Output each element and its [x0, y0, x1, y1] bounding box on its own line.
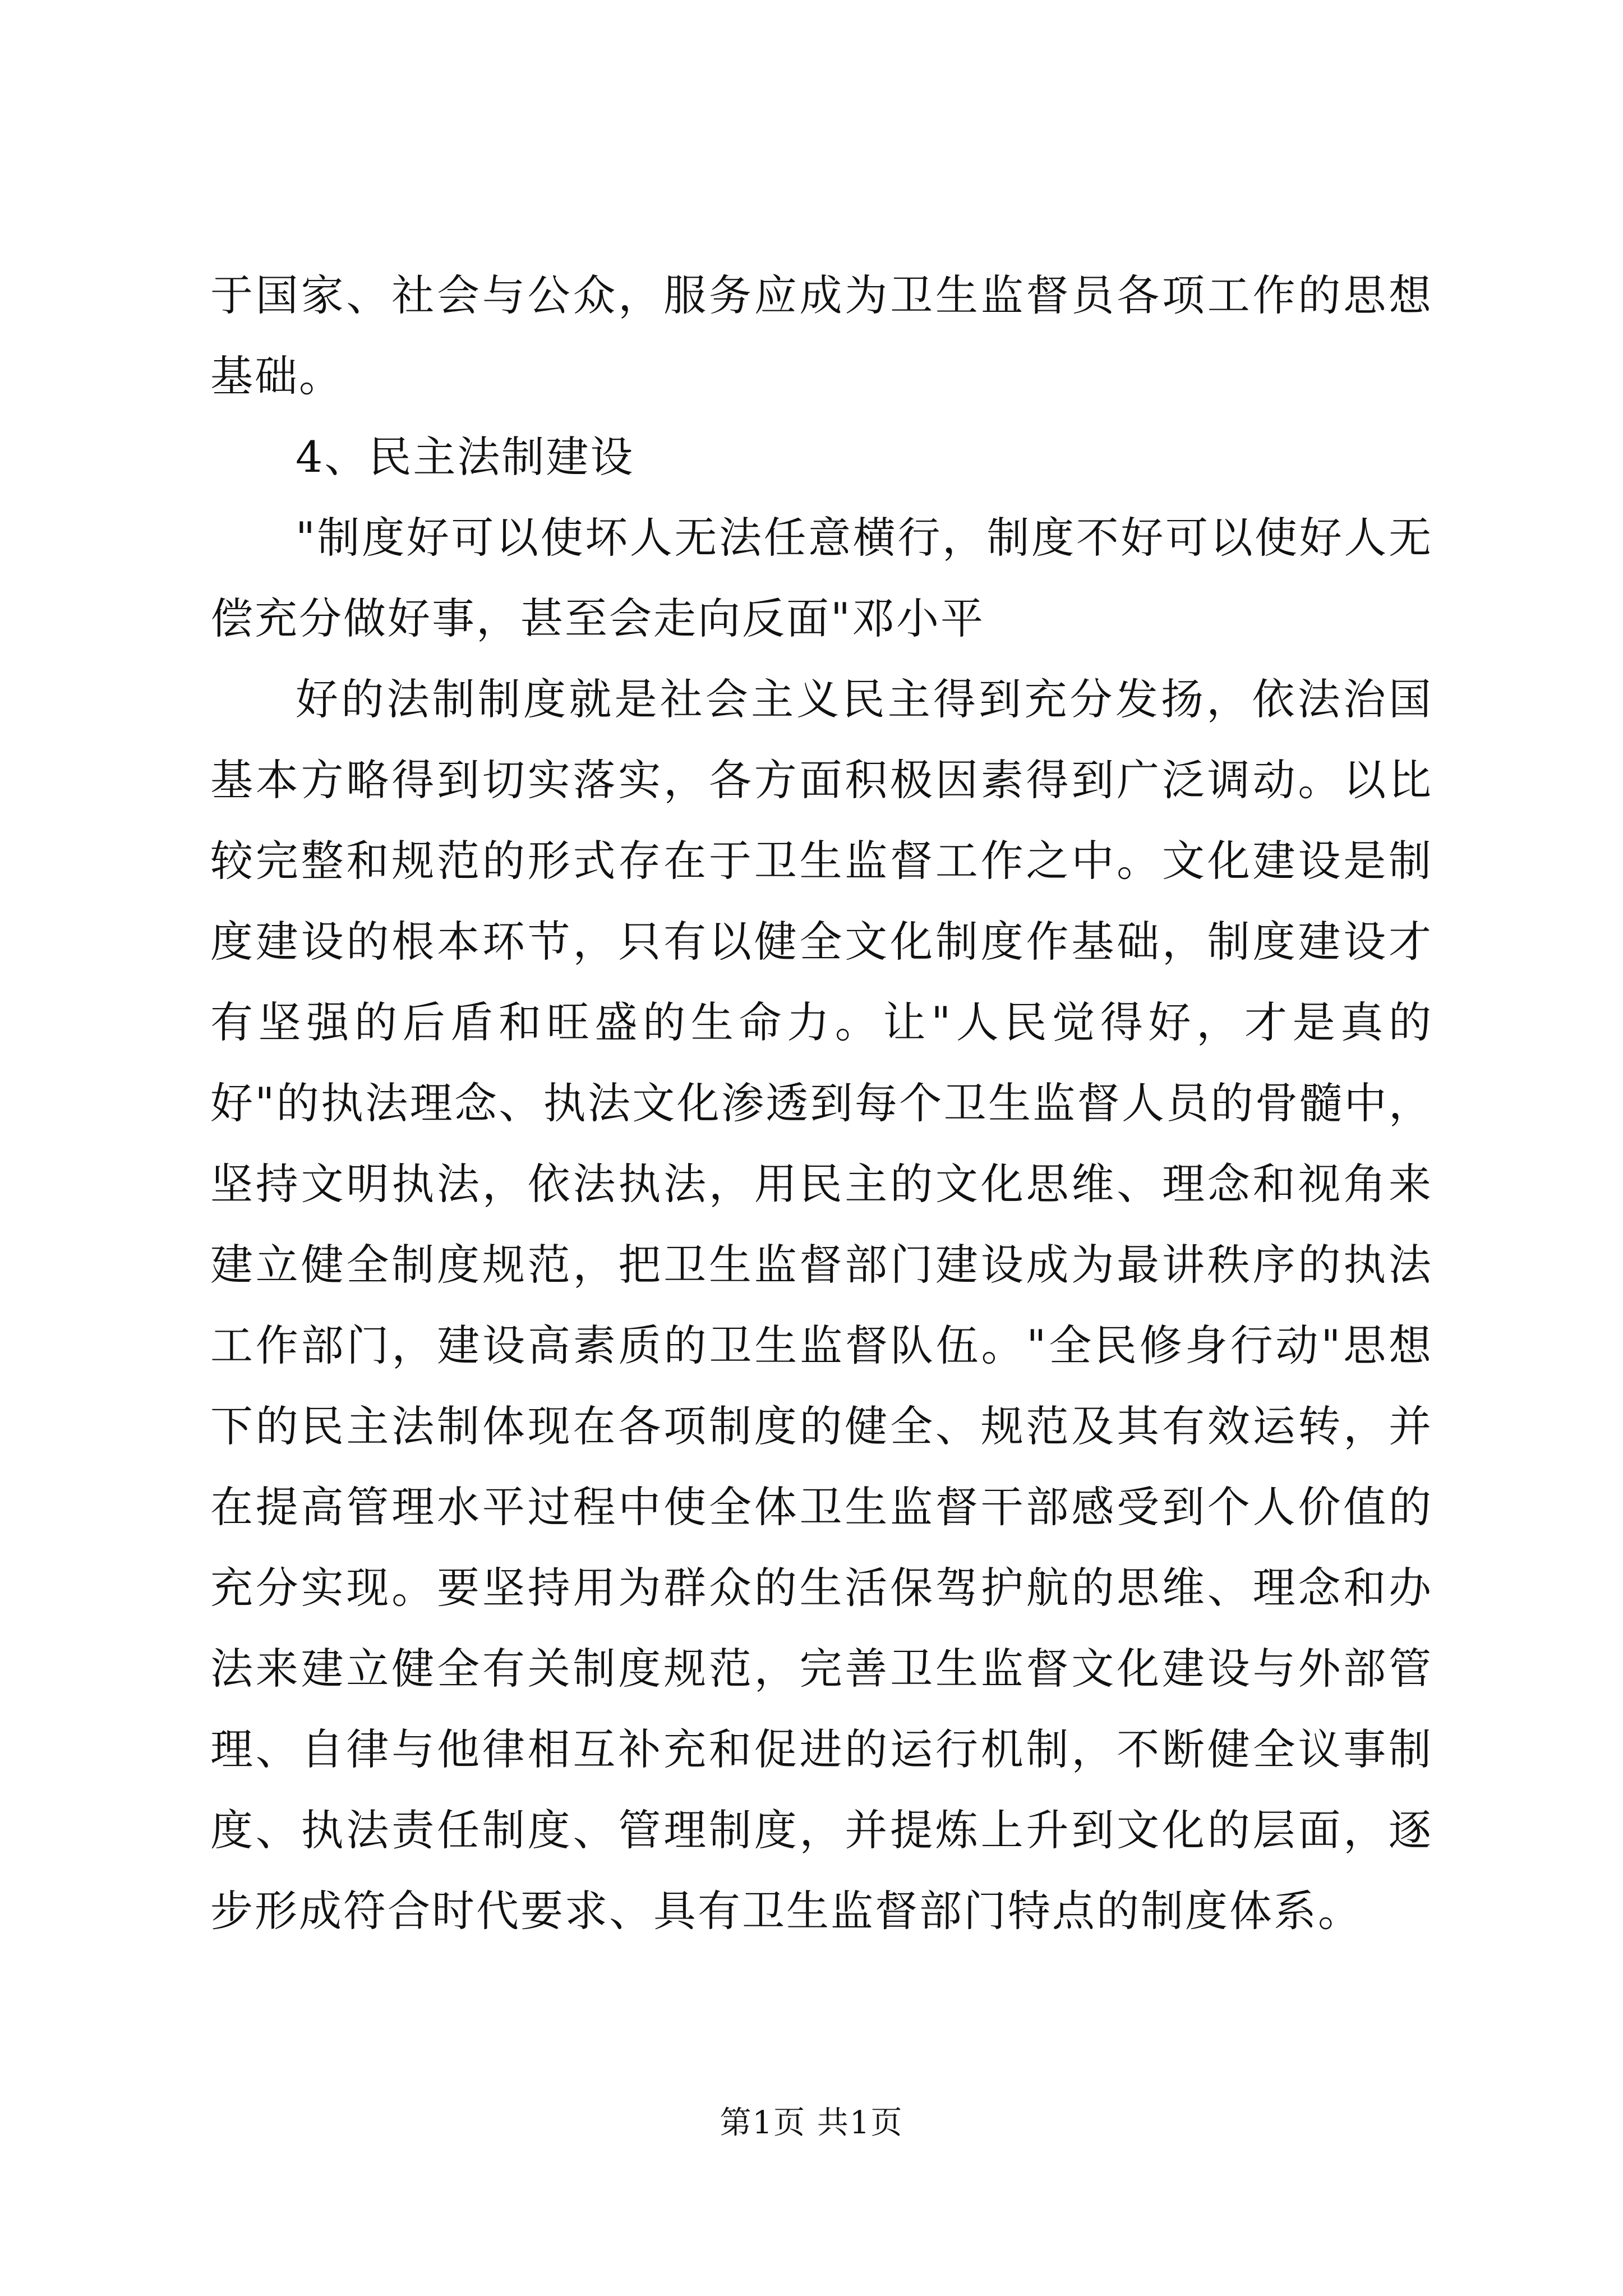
body-paragraph: 好的法制制度就是社会主义民主得到充分发扬，依法治国基本方略得到切实落实，各方面积极因素得到广泛调动。以比较完整和规范的形式存在于卫生监督工作之中。文化建设是制度建设的根本环节，只有以健全文化制度作基础，制度建设才有坚强的后盾和旺盛的生命力。让"人民觉得好，才是真的好"的执法理念、执法文化渗透到每个卫生监督人员的骨髓中，坚持文明执法，依法执法，用民主的文化思维、理念和视角来建立健全制度规范，把卫生监督部门建设成为最讲秩序的执法工作部门，建设高素质的卫生监督队伍。"全民修身行动"思想下的民主法制体现在各项制度的健全、规范及其有效运转，并在提高管理水平过程中使全体卫生监督干部感受到个人价值的充分实现。要坚持用为群众的生活保驾护航的思维、理念和办法来建立健全有关制度规范，完善卫生监督文化建设与外部管理、自律与他律相互补充和促进的运行机制，不断健全议事制度、执法责任制度、管理制度，并提炼上升到文化的层面，逐步形成符合时代要求、具有卫生监督部门特点的制度体系。	[210, 674, 1433, 1936]
paragraph-continuation: 于国家、社会与公众，服务应成为卫生监督员各项工作的思想基础。	[210, 270, 1433, 401]
document-body	[210, 255, 1433, 1952]
page-footer: 第1页 共1页	[720, 2105, 903, 2141]
quote-paragraph: "制度好可以使坏人无法任意横行，制度不好可以使好人无偿充分做好事，甚至会走向反面"邓小平	[210, 513, 1433, 643]
section-heading: 4、民主法制建设	[296, 432, 635, 482]
